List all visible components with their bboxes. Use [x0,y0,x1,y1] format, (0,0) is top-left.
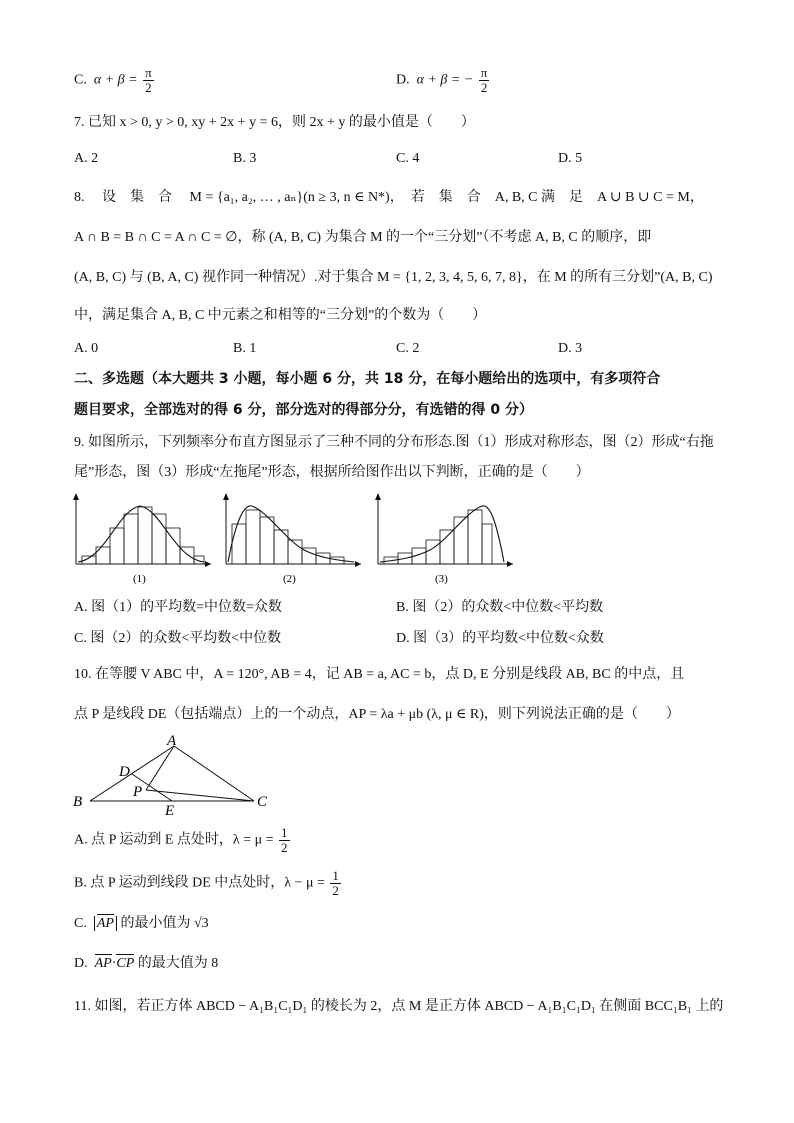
q6-option-c: C. α + β = $\frac{\pi}{2}$ [74,65,152,95]
point-label-d: D [119,764,130,780]
q8-option-c: C. 2 [396,341,420,356]
q10-option-b: B. 点 P 运动到线段 DE 中点处时，λ − μ = $\frac{1}{2}$ [74,868,339,898]
q9-line-1: 9. 如图所示，下列频率分布直方图显示了三种不同的分布形态.图（1）形成对称形态，图（2）形成“右拖 [74,435,714,450]
histogram-label-2: (2) [283,573,296,585]
q10-option-c: C. AP 的最小值为 √3 [74,916,209,931]
q8-line-3: (A, B, C) 与 (B, A, C) 视作同一种情况）.对于集合 M = {1, 2, 3, 4, 5, 6, 7, 8}，在 M 的所有三分划”(A, B, C) [74,270,713,285]
histogram-figure-3 [368,490,518,586]
section-2-heading-line-1: 二、多选题（本大题共 3 小题，每小题 6 分，共 18 分，在每小题给出的选项中，有多项符合 [74,371,661,387]
q7-stem: 7. 已知 x > 0, y > 0, xy + 2x + y = 6，则 2x + y 的最小值是（ ） [74,115,475,130]
q8-line-4: 中，满足集合 A, B, C 中元素之和相等的“三分划”的个数为（ ） [74,308,487,323]
q8-line-1: 8. 设 集 合 M = {a₁, a₂, … , aₙ}(n ≥ 3, n ∈ N*)， 若 集 合 A, B, C 满 足 A ∪ B ∪ C = M， [74,190,704,205]
q9-option-b: B. 图（2）的众数<中位数<平均数 [396,600,604,615]
vertex-label-c: C [257,794,268,810]
histogram-label-1: (1) [133,573,146,585]
q7-option-b: B. 3 [233,151,257,166]
q9-option-d: D. 图（3）的平均数<中位数<众数 [396,631,604,646]
q8-option-a: A. 0 [74,341,99,356]
histogram-figure-2 [216,490,366,586]
q10-option-a: A. 点 P 运动到 E 点处时，λ = μ = $\frac{1}{2}$ [74,825,288,855]
q7-option-d: D. 5 [558,151,583,166]
q9-option-a: A. 图（1）的平均数=中位数=众数 [74,600,282,615]
q11-line-1: 11. 如图，若正方体 ABCD − A₁B₁C₁D₁ 的棱长为 2，点 M 是正方体 ABCD − A₁B₁C₁D₁ 在侧面 BCC₁B₁ 上的 [74,999,724,1014]
vertex-label-a: A [167,734,177,749]
q9-option-c: C. 图（2）的众数<平均数<中位数 [74,631,282,646]
q10-line-1: 10. 在等腰 V ABC 中，A = 120°, AB = 4，记 AB = a, AC = b，点 D, E 分别是线段 AB, BC 的中点，且 [74,667,685,682]
q8-option-b: B. 1 [233,341,257,356]
section-2-heading-line-2: 题目要求，全部选对的得 6 分，部分选对的得部分分，有选错的得 0 分） [74,402,533,418]
q7-option-a: A. 2 [74,151,99,166]
q10-line-2: 点 P 是线段 DE（包括端点）上的一个动点，AP = λa + μb (λ, μ ∈ R)，则下列说法正确的是（ ） [74,707,680,722]
q8-option-d: D. 3 [558,341,583,356]
q7-option-c: C. 4 [396,151,420,166]
triangle-figure [66,734,286,820]
q10-option-d: D. AP·CP 的最大值为 8 [74,956,219,971]
q6-option-d: D. α + β = − $\frac{\pi}{2}$ [396,65,488,95]
point-label-e: E [165,803,175,819]
histogram-figure-1 [66,490,216,586]
q8-line-2: A ∩ B = B ∩ C = A ∩ C = ∅，称 (A, B, C) 为集合 M 的一个“三分划”（不考虑 A, B, C 的顺序，即 [74,230,652,245]
vertex-label-b: B [73,794,83,810]
q9-line-2: 尾”形态，图（3）形成“左拖尾”形态，根据所给图作出以下判断，正确的是（ ） [74,465,590,480]
point-label-p: P [133,784,143,800]
histogram-label-3: (3) [435,573,448,585]
